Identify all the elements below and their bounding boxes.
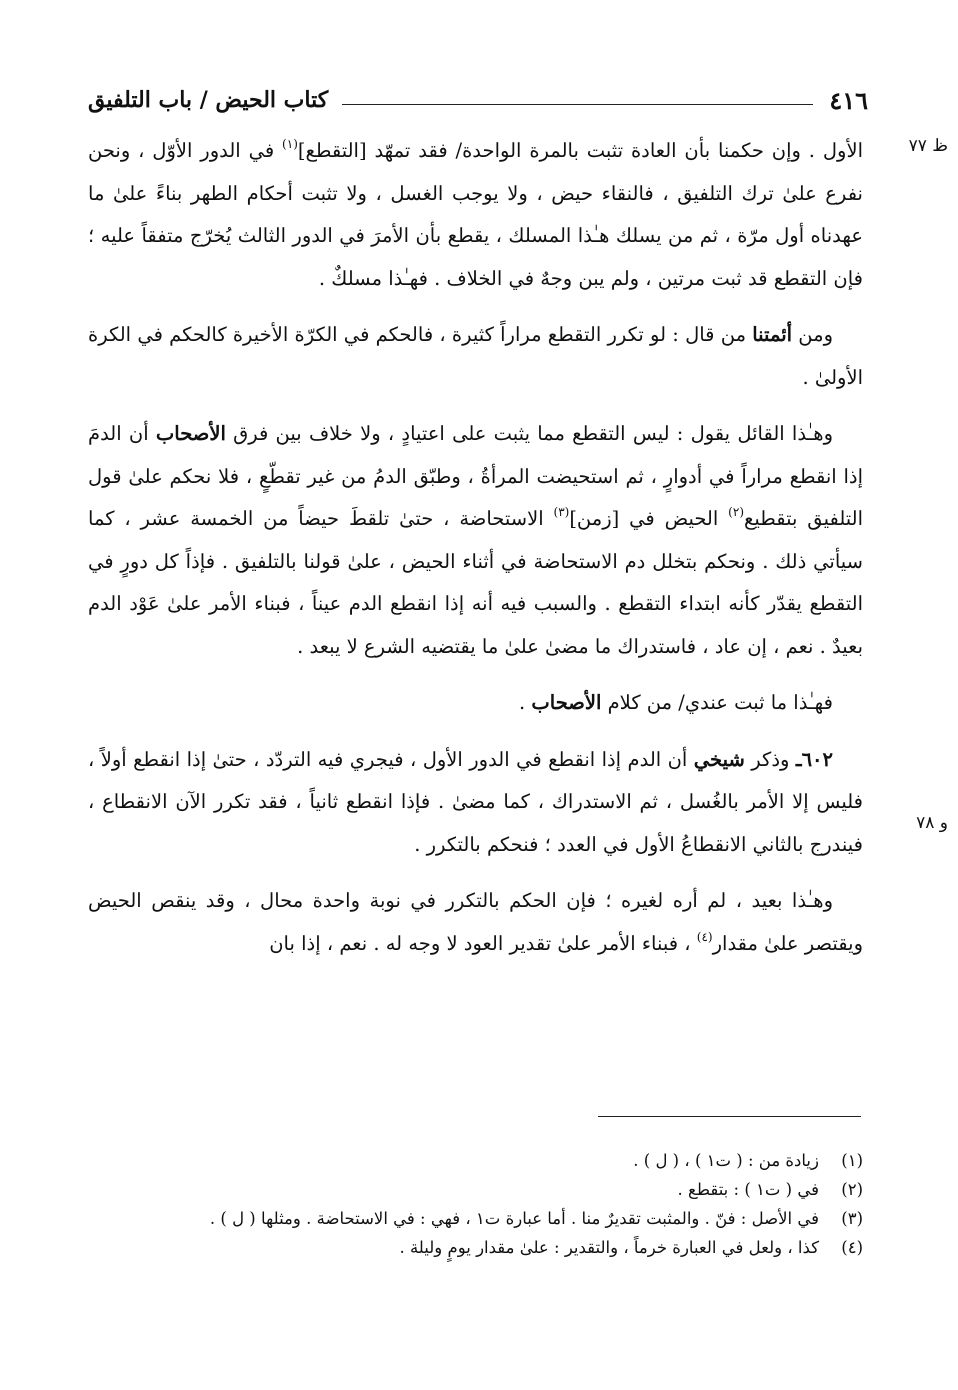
bold-term: أئمتنا: [752, 323, 793, 346]
footnote: [88, 1175, 863, 1204]
footnote-number: (٤): [841, 1238, 863, 1257]
paragraph: [88, 880, 863, 965]
text-run: الاستحاضة ، حتىٰ تلقطَ حيضاً من الخمسة عشر ، كما سيأتي ذلك . ونحكم بتخلل دم الاستحاضة في أثناء الحيض ، علىٰ قولنا بالتلفيق . فإذاً كل دورٍ في التقطع يقدّر كأنه ابتداء التقطع . والسبب فيه أنه إذا انقطع الدم عيناً ، فبناء الأمر علىٰ عَوْد الدم بعيدٌ . نعم ، إن عاد ، فاستدراك ما مضىٰ علىٰ ما يقتضيه الشرع لا يبعد .: [88, 507, 863, 658]
footnote-text: زيادة من : ( ت١ ) ، ( ل ) .: [633, 1151, 819, 1170]
text-run: من قال : لو تكرر التقطع مراراً كثيرة ، فالحكم في الكرّة الأخيرة كالحكم في الكرة الأولىٰ .: [88, 323, 863, 389]
footnote-text: في الأصل : فنّ . والمثبت تقديرٌ منا . أما عبارة ت١ ، فهي : في الاستحاضة . ومثلها ( ل ) .: [209, 1209, 819, 1228]
text-run: في الدور الأوّل ، ونحن نفرع علىٰ ترك التلفيق ، فالنقاء حيض ، ولا يوجب الغسل ، ولا تثبت أحكام الطهر بناءً علىٰ ما عهدناه أول مرّة ، ثم من يسلك هـٰذا المسلك ، يقطع بأن الأمرَ في الدور الثالث يُخرّج متفقاً عليه ؛ فإن التقطع قد ثبت مرتين ، ولم يبن وجهٌ في الخلاف . فهـٰذا مسلكٌ .: [88, 139, 863, 290]
bold-term: ٦٠٢ـ: [795, 747, 833, 771]
paragraph: [88, 682, 863, 725]
page-number: ٤١٦: [829, 85, 868, 115]
margin-note-folio-77: ظ ٧٧: [908, 136, 948, 156]
footnote-number: (١): [841, 1151, 863, 1170]
text-run: وذكر: [744, 747, 796, 771]
bold-term: الأصحاب: [531, 691, 602, 714]
text-run: أن الدمَ إذا انقطع مراراً في أدوارٍ ، ثم استحيضت المرأةُ ، وطبّق الدمُ من غير تقطّعٍ ، فلا نحكم علىٰ قول التلفيق بتقطيع: [88, 422, 864, 530]
text-run: أن الدم إذا انقطع في الدور الأول ، فيجري فيه التردّد ، حتىٰ إذا انقطع أولاً ، فليس إلا الأمر بالغُسل ، ثم الاستدراك ، كما مضىٰ . فإذا انقطع ثانياً ، فقد تكرر الآن الانقطاع ، فيندرج بالثاني الانقطاعُ الأول في العدد ؛ فنحكم بالتكرر .: [88, 747, 863, 856]
paragraph: [88, 314, 863, 399]
paragraph: [88, 739, 863, 867]
paragraph: [88, 130, 863, 300]
margin-note-folio-78: و ٧٨: [916, 813, 948, 833]
footnotes: [88, 1146, 863, 1262]
text-run: .: [519, 691, 532, 714]
running-title: كتاب الحيض / باب التلفيق: [88, 87, 329, 113]
text-run: الأول . وإن حكمنا بأن العادة تثبت بالمرة الواحدة/ فقد تمهّد [التقطع]: [297, 139, 863, 162]
footnote-text: كذا ، ولعل في العبارة خرماً ، والتقدير : علىٰ مقدار يومٍ وليلة .: [399, 1238, 819, 1257]
text-run: وهـٰذا القائل يقول : ليس التقطع مما يثبت على اعتيادٍ ، ولا خلاف بين فرق: [225, 422, 833, 445]
footnote: [88, 1233, 863, 1262]
footnote-ref: (٢): [728, 505, 744, 519]
footnote: [88, 1146, 863, 1175]
paragraph: [88, 413, 863, 668]
footnote-ref: (٣): [553, 505, 570, 519]
bold-term: شيخي: [693, 747, 745, 771]
header-rule: [342, 104, 813, 105]
bold-term: الأصحاب: [155, 422, 226, 445]
main-text: [88, 130, 863, 965]
text-run: الحيض في [زمن]: [569, 507, 729, 530]
footnote-number: (٣): [841, 1209, 863, 1228]
footnote-text: في ( ت١ ) : بتقطع .: [677, 1180, 819, 1199]
running-header: [88, 82, 868, 118]
text-run: وهـٰذا بعيد ، لم أره لغيره ؛ فإن الحكم بالتكرر في نوبة واحدة محال ، وقد ينقص الحيض ويقتصر علىٰ مقدار: [88, 889, 863, 955]
text-run: ومن: [792, 323, 833, 346]
text-run: فهـٰذا ما ثبت عندي/ من كلام: [601, 691, 833, 714]
footnote: [88, 1204, 863, 1233]
footnote-ref: (٤): [696, 929, 713, 944]
footnote-number: (٢): [841, 1180, 863, 1199]
footnote-rule: [598, 1116, 861, 1117]
footnote-ref: (١): [282, 137, 298, 151]
text-run: ، فبناء الأمر علىٰ تقدير العود لا وجه له . نعم ، إذا بان: [269, 931, 697, 955]
